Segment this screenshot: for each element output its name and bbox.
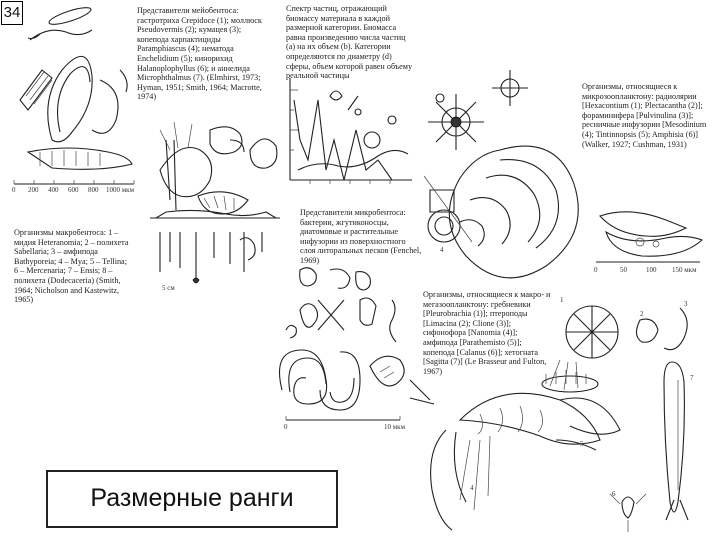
page-number-badge: 34: [1, 1, 23, 25]
title-box: [46, 470, 338, 528]
svg-text:0: 0: [12, 186, 16, 194]
meiobenthos-illustration: [12, 4, 135, 194]
ciliate-drawing: [594, 212, 702, 274]
size-spectrum-graph: [290, 78, 412, 184]
macrobenthos-illustration: [150, 122, 280, 292]
svg-text:3: 3: [684, 300, 688, 308]
caption-macrozooplankton: Организмы, относящиеся к макро- и мегазоопланктону: гребневики [Pleurobrachia (1)]; птероподы [Limacina (2); Clione (3)]; сифонофора [Nanomia (4)]; амфипода [Parathemisto (5)]; копепода [Calanus (6)]; хетогната [Sagitta (7)] (Le Brasseur and Fulton, 1967): [423, 290, 551, 376]
svg-text:10 мкм: 10 мкм: [384, 423, 406, 431]
microbenthos-illustration: [280, 268, 406, 431]
svg-text:6: 6: [612, 490, 616, 498]
svg-text:100: 100: [646, 266, 657, 274]
svg-text:50: 50: [620, 266, 627, 274]
svg-text:5 см: 5 см: [162, 284, 175, 292]
svg-text:200: 200: [28, 186, 39, 194]
foraminifera-drawing: [424, 146, 578, 278]
caption-meiobenthos: Представители мейобентоса: гастротриха Crepidoce (1); моллюск Pseudovermis (2); кумацея (3); копепода харпактициды Paramphiascus (4); нематода Enchelidium (5); кинорихид Halanoplophyllus (6); и аннелида Microphthalmus (7). (Elmhirst, 1973; Hyman, 1951; Smith, 1964; Macrotte, 1974): [137, 6, 262, 102]
shrimp-drawing: [410, 380, 620, 530]
svg-text:2: 2: [640, 310, 644, 318]
caption-microzooplankton: Организмы, относящиеся к микрозоопланктону: радиолярии [Hexacontium (1); Plectacantha (2)]; фораминифера [Pulvinulina (3)]; ресничные инфузории [Mesodinium (4); Tintinnopsis (5); Amphisia (6)] (Walker, 1927; Cushman, 1931): [582, 82, 707, 149]
svg-text:0: 0: [284, 423, 288, 431]
svg-text:0: 0: [594, 266, 598, 274]
pteropod-drawing: [542, 300, 688, 392]
caption-microbenthos: Представители микробентоса: бактерии, жгутиконосцы, диатомовые и растительные инфузории из поверхностного слоя литоральных песков (Fenchel, 1969): [300, 208, 422, 265]
svg-text:1000 мкм: 1000 мкм: [106, 186, 135, 194]
svg-text:4: 4: [440, 246, 444, 254]
svg-text:800: 800: [88, 186, 99, 194]
caption-macrobenthos: Организмы макробентоса: 1 – мидия Heteranomia; 2 – полихета Sabellaria; 3 – амфипода Bathyporeia; 4 – Mya; 5 – Tellina; 6 – Mercenaria; 7 – Ensis; 8 – полихета (Dodecaceria) (Smith, 1964; Nicholson and Kastewitz, 1965): [14, 228, 129, 305]
svg-text:7: 7: [690, 374, 694, 382]
radiolarian-drawing: [428, 70, 528, 150]
svg-text:5: 5: [580, 440, 584, 448]
svg-text:600: 600: [68, 186, 79, 194]
svg-text:1: 1: [560, 296, 564, 304]
ctenophore-drawing: [550, 296, 618, 390]
slide-title: Размерные ранги: [90, 484, 294, 512]
svg-text:4: 4: [470, 484, 474, 492]
caption-size-spectrum: Спектр частиц, отражающий биомассу материала в каждой размерной категории. Биомасса равна произведению числа частиц (a) на их объем (b). Категории определяются по диаметру (d) сферы, объем которой равен объему реальной частицы: [286, 4, 413, 81]
calanus-drawing: [610, 490, 646, 532]
svg-text:400: 400: [48, 186, 59, 194]
svg-text:150 мкм: 150 мкм: [672, 266, 697, 274]
siphonophore-drawing: [664, 362, 694, 520]
